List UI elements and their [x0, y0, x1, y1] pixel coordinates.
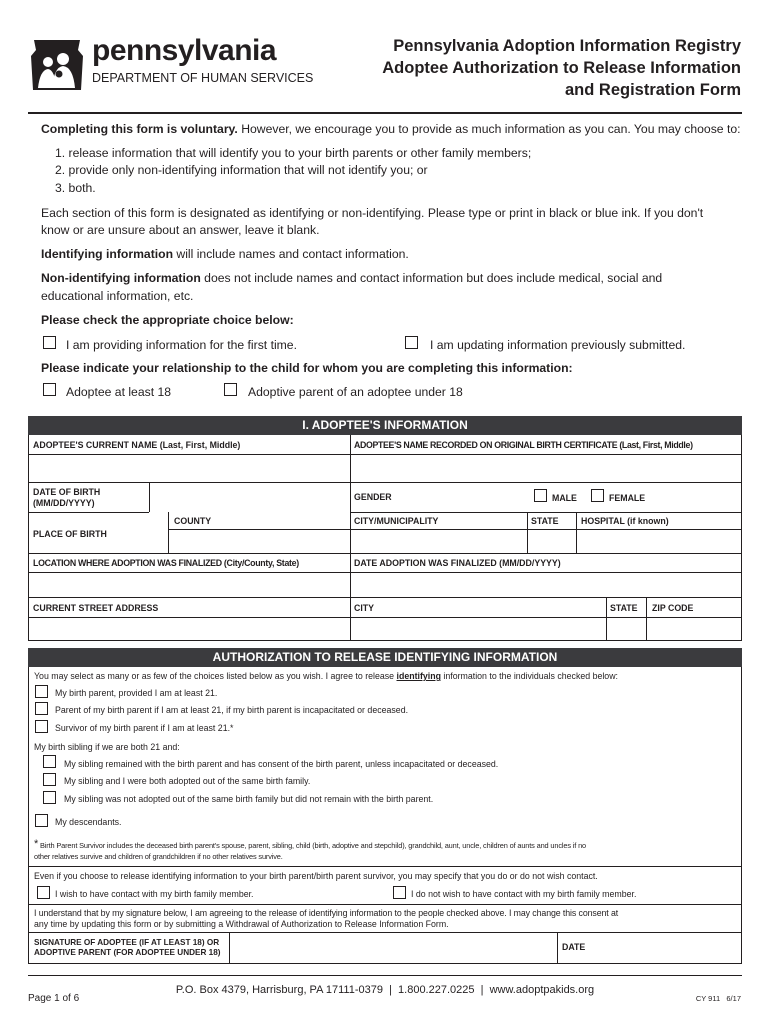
- first-time-checkbox[interactable]: [43, 336, 56, 349]
- location-finalized-label: LOCATION WHERE ADOPTION WAS FINALIZED (City/County, State): [33, 558, 299, 568]
- date-label: DATE: [562, 942, 586, 952]
- zip-field[interactable]: [647, 618, 741, 640]
- signature-label-line1: SIGNATURE OF ADOPTEE (IF AT LEAST 18) OR: [34, 938, 220, 947]
- female-checkbox[interactable]: [591, 489, 604, 502]
- identifying-bold: Identifying information: [41, 247, 174, 261]
- survivor-checkbox[interactable]: [35, 720, 48, 733]
- authorization-title-bar: [28, 648, 742, 667]
- nonid-bold: Non-identifying information: [41, 271, 201, 285]
- sibling-both-adopted-checkbox[interactable]: [43, 773, 56, 786]
- consent-divider: [28, 904, 742, 905]
- dob-field[interactable]: [150, 483, 349, 512]
- auth-intro-pre: You may select as many or as few of the choices listed below as you wish. I agree to release: [34, 671, 397, 681]
- female-label: FEMALE: [609, 493, 646, 503]
- descendants-label: My descendants.: [55, 817, 122, 827]
- signature-date-field[interactable]: [600, 933, 741, 963]
- footer-contact: P.O. Box 4379, Harrisburg, PA 17111-0379 | 1.800.227.0225 | www.adoptpakids.org: [175, 984, 595, 996]
- date-col-divider: [557, 932, 558, 964]
- form-title-line1: Pennsylvania Adoption Information Registry: [393, 37, 741, 55]
- intro-choice-1: 1. release information that will identify you to your birth parents or other family members;: [55, 146, 532, 160]
- updating-checkbox[interactable]: [405, 336, 418, 349]
- place-of-birth-label: PLACE OF BIRTH: [33, 529, 107, 539]
- row-divider: [28, 553, 742, 554]
- no-contact-checkbox[interactable]: [393, 886, 406, 899]
- county-label: COUNTY: [174, 516, 212, 526]
- location-finalized-field[interactable]: [29, 573, 349, 597]
- city-municipality-field[interactable]: [351, 530, 527, 553]
- wish-contact-checkbox[interactable]: [37, 886, 50, 899]
- footnote-asterisk: *: [34, 838, 39, 850]
- identifying-rest: will include names and contact information.: [173, 247, 409, 261]
- footnote-line2: other relatives survive and children of grandchildren if no other relatives survive.: [34, 852, 283, 861]
- form-title-line3: and Registration Form: [564, 81, 741, 99]
- footer-divider: [28, 975, 742, 976]
- city-field[interactable]: [351, 618, 606, 640]
- header-divider: [28, 112, 742, 114]
- parent-of-birth-parent-label: Parent of my birth parent if I am at least 21, if my birth parent is incapacitated or deceased.: [55, 705, 409, 715]
- row-divider: [28, 512, 149, 513]
- sibling-intro: My birth sibling if we are both 21 and:: [34, 742, 180, 752]
- auth-intro-post: information to the individuals checked below:: [440, 671, 619, 681]
- adoptee-18-checkbox[interactable]: [43, 383, 56, 396]
- zip-label: ZIP CODE: [652, 603, 694, 613]
- consent-line1: I understand that by my signature below, I am agreeing to the release of identifying information to the people checked above. I may change this consent at: [34, 908, 619, 918]
- adoptee-18-label: Adoptee at least 18: [66, 385, 172, 399]
- street-address-label: CURRENT STREET ADDRESS: [33, 603, 159, 613]
- relationship-prompt: Please indicate your relationship to the child for whom you are completing this information:: [41, 361, 573, 375]
- dob-label-line2: (MM/DD/YYYY): [33, 498, 95, 508]
- current-name-label: ADOPTEE'S CURRENT NAME (Last, First, Middle): [33, 440, 241, 450]
- signature-field[interactable]: [230, 933, 557, 963]
- original-name-label: ADOPTEE'S NAME RECORDED ON ORIGINAL BIRTH CERTIFICATE (Last, First, Middle): [354, 440, 693, 450]
- male-checkbox[interactable]: [534, 489, 547, 502]
- identifying-info-text: [41, 247, 409, 261]
- no-contact-label: I do not wish to have contact with my birth family member.: [411, 889, 637, 899]
- adoptive-parent-checkbox[interactable]: [224, 383, 237, 396]
- hospital-label: HOSPITAL (if known): [581, 516, 669, 526]
- birth-parent-checkbox[interactable]: [35, 685, 48, 698]
- designation-line1: Each section of this form is designated as identifying or non-identifying. Please type or print in black or blue ink. If you don't: [41, 206, 704, 220]
- date-finalized-field[interactable]: [351, 573, 741, 597]
- intro-voluntary-bold: Completing this form is voluntary.: [41, 122, 238, 136]
- city-municipality-label: CITY/MUNICIPALITY: [354, 516, 439, 526]
- birth-parent-label: My birth parent, provided I am at least 21.: [55, 688, 218, 698]
- street-address-field[interactable]: [29, 618, 349, 640]
- row-divider: [28, 482, 742, 483]
- state-wordmark: pennsylvania: [92, 34, 277, 67]
- footnote-line1: Birth Parent Survivor includes the deceased birth parent's spouse, parent, sibling, child (birth, adoptive and stepchild), grandchild, aunt, uncle, children of aunts and uncles if no: [40, 841, 586, 850]
- department-name: DEPARTMENT OF HUMAN SERVICES: [92, 71, 314, 85]
- address-state-field[interactable]: [607, 618, 646, 640]
- birth-state-field[interactable]: [528, 530, 576, 553]
- intro-voluntary-rest: However, we encourage you to provide as much information as you can. You may choose to:: [237, 122, 741, 136]
- original-name-field[interactable]: [351, 455, 741, 482]
- consent-line2: any time by updating this form or by submitting a Withdrawal of Authorization to Release Information Form.: [34, 919, 449, 929]
- check-prompt: Please check the appropriate choice below:: [41, 313, 294, 327]
- intro-choice-2: 2. provide only non-identifying information that will not identify you; or: [55, 163, 428, 177]
- authorization-intro: [34, 671, 618, 681]
- first-time-label: I am providing information for the first time.: [66, 338, 297, 352]
- gender-label: GENDER: [354, 492, 392, 502]
- sibling-remained-checkbox[interactable]: [43, 755, 56, 768]
- male-label: MALE: [552, 493, 577, 503]
- section1-title-bar: [28, 416, 742, 435]
- address-state-label: STATE: [610, 603, 638, 613]
- contact-intro: Even if you choose to release identifying information to your birth parent/birth parent survivor, you may specify that you do or do not wish contact.: [34, 871, 598, 881]
- county-field[interactable]: [169, 530, 350, 553]
- state-label: STATE: [531, 516, 559, 526]
- current-name-field[interactable]: [29, 455, 349, 482]
- date-finalized-label: DATE ADOPTION WAS FINALIZED (MM/DD/YYYY): [354, 558, 561, 568]
- section1-title: I. ADOPTEE'S INFORMATION: [302, 418, 468, 432]
- hospital-field[interactable]: [577, 530, 741, 553]
- sibling-not-adopted-label: My sibling was not adopted out of the same birth family but did not remain with the birth parent.: [64, 794, 434, 804]
- adoptive-parent-label: Adoptive parent of an adoptee under 18: [248, 385, 463, 399]
- updating-label: I am updating information previously submitted.: [430, 338, 686, 352]
- sibling-remained-label: My sibling remained with the birth parent and has consent of the birth parent, unless incapacitated or deceased.: [64, 759, 499, 769]
- form-id: CY 911 6/17: [695, 994, 741, 1003]
- pa-logo-icon: [28, 36, 86, 94]
- intro-choice-3: 3. both.: [55, 181, 96, 195]
- survivor-label: Survivor of my birth parent if I am at least 21.*: [55, 723, 234, 733]
- city-label: CITY: [354, 603, 375, 613]
- designation-line2: know or are unsure about an answer, leave it blank.: [41, 223, 320, 237]
- nonid-rest: does not include names and contact information but does include medical, social and: [200, 271, 663, 285]
- nonidentifying-line2: educational information, etc.: [41, 289, 194, 303]
- nonidentifying-info-text: [41, 271, 662, 285]
- dob-label-line1: DATE OF BIRTH: [33, 487, 101, 497]
- sibling-both-adopted-label: My sibling and I were both adopted out of the same birth family.: [64, 776, 311, 786]
- page-number: Page 1 of 6: [28, 993, 80, 1004]
- authorization-title: AUTHORIZATION TO RELEASE IDENTIFYING INFORMATION: [212, 650, 558, 664]
- descendants-checkbox[interactable]: [35, 814, 48, 827]
- row-divider: [350, 512, 742, 513]
- auth-intro-emph: identifying: [396, 671, 441, 681]
- wish-contact-label: I wish to have contact with my birth family member.: [55, 889, 254, 899]
- contact-divider: [28, 866, 742, 867]
- parent-of-birth-parent-checkbox[interactable]: [35, 702, 48, 715]
- intro-voluntary: [41, 122, 741, 136]
- signature-label-line2: ADOPTIVE PARENT (FOR ADOPTEE UNDER 18): [34, 948, 221, 957]
- form-title-line2: Adoptee Authorization to Release Information: [382, 59, 741, 77]
- row-divider: [28, 597, 742, 598]
- sibling-not-adopted-checkbox[interactable]: [43, 791, 56, 804]
